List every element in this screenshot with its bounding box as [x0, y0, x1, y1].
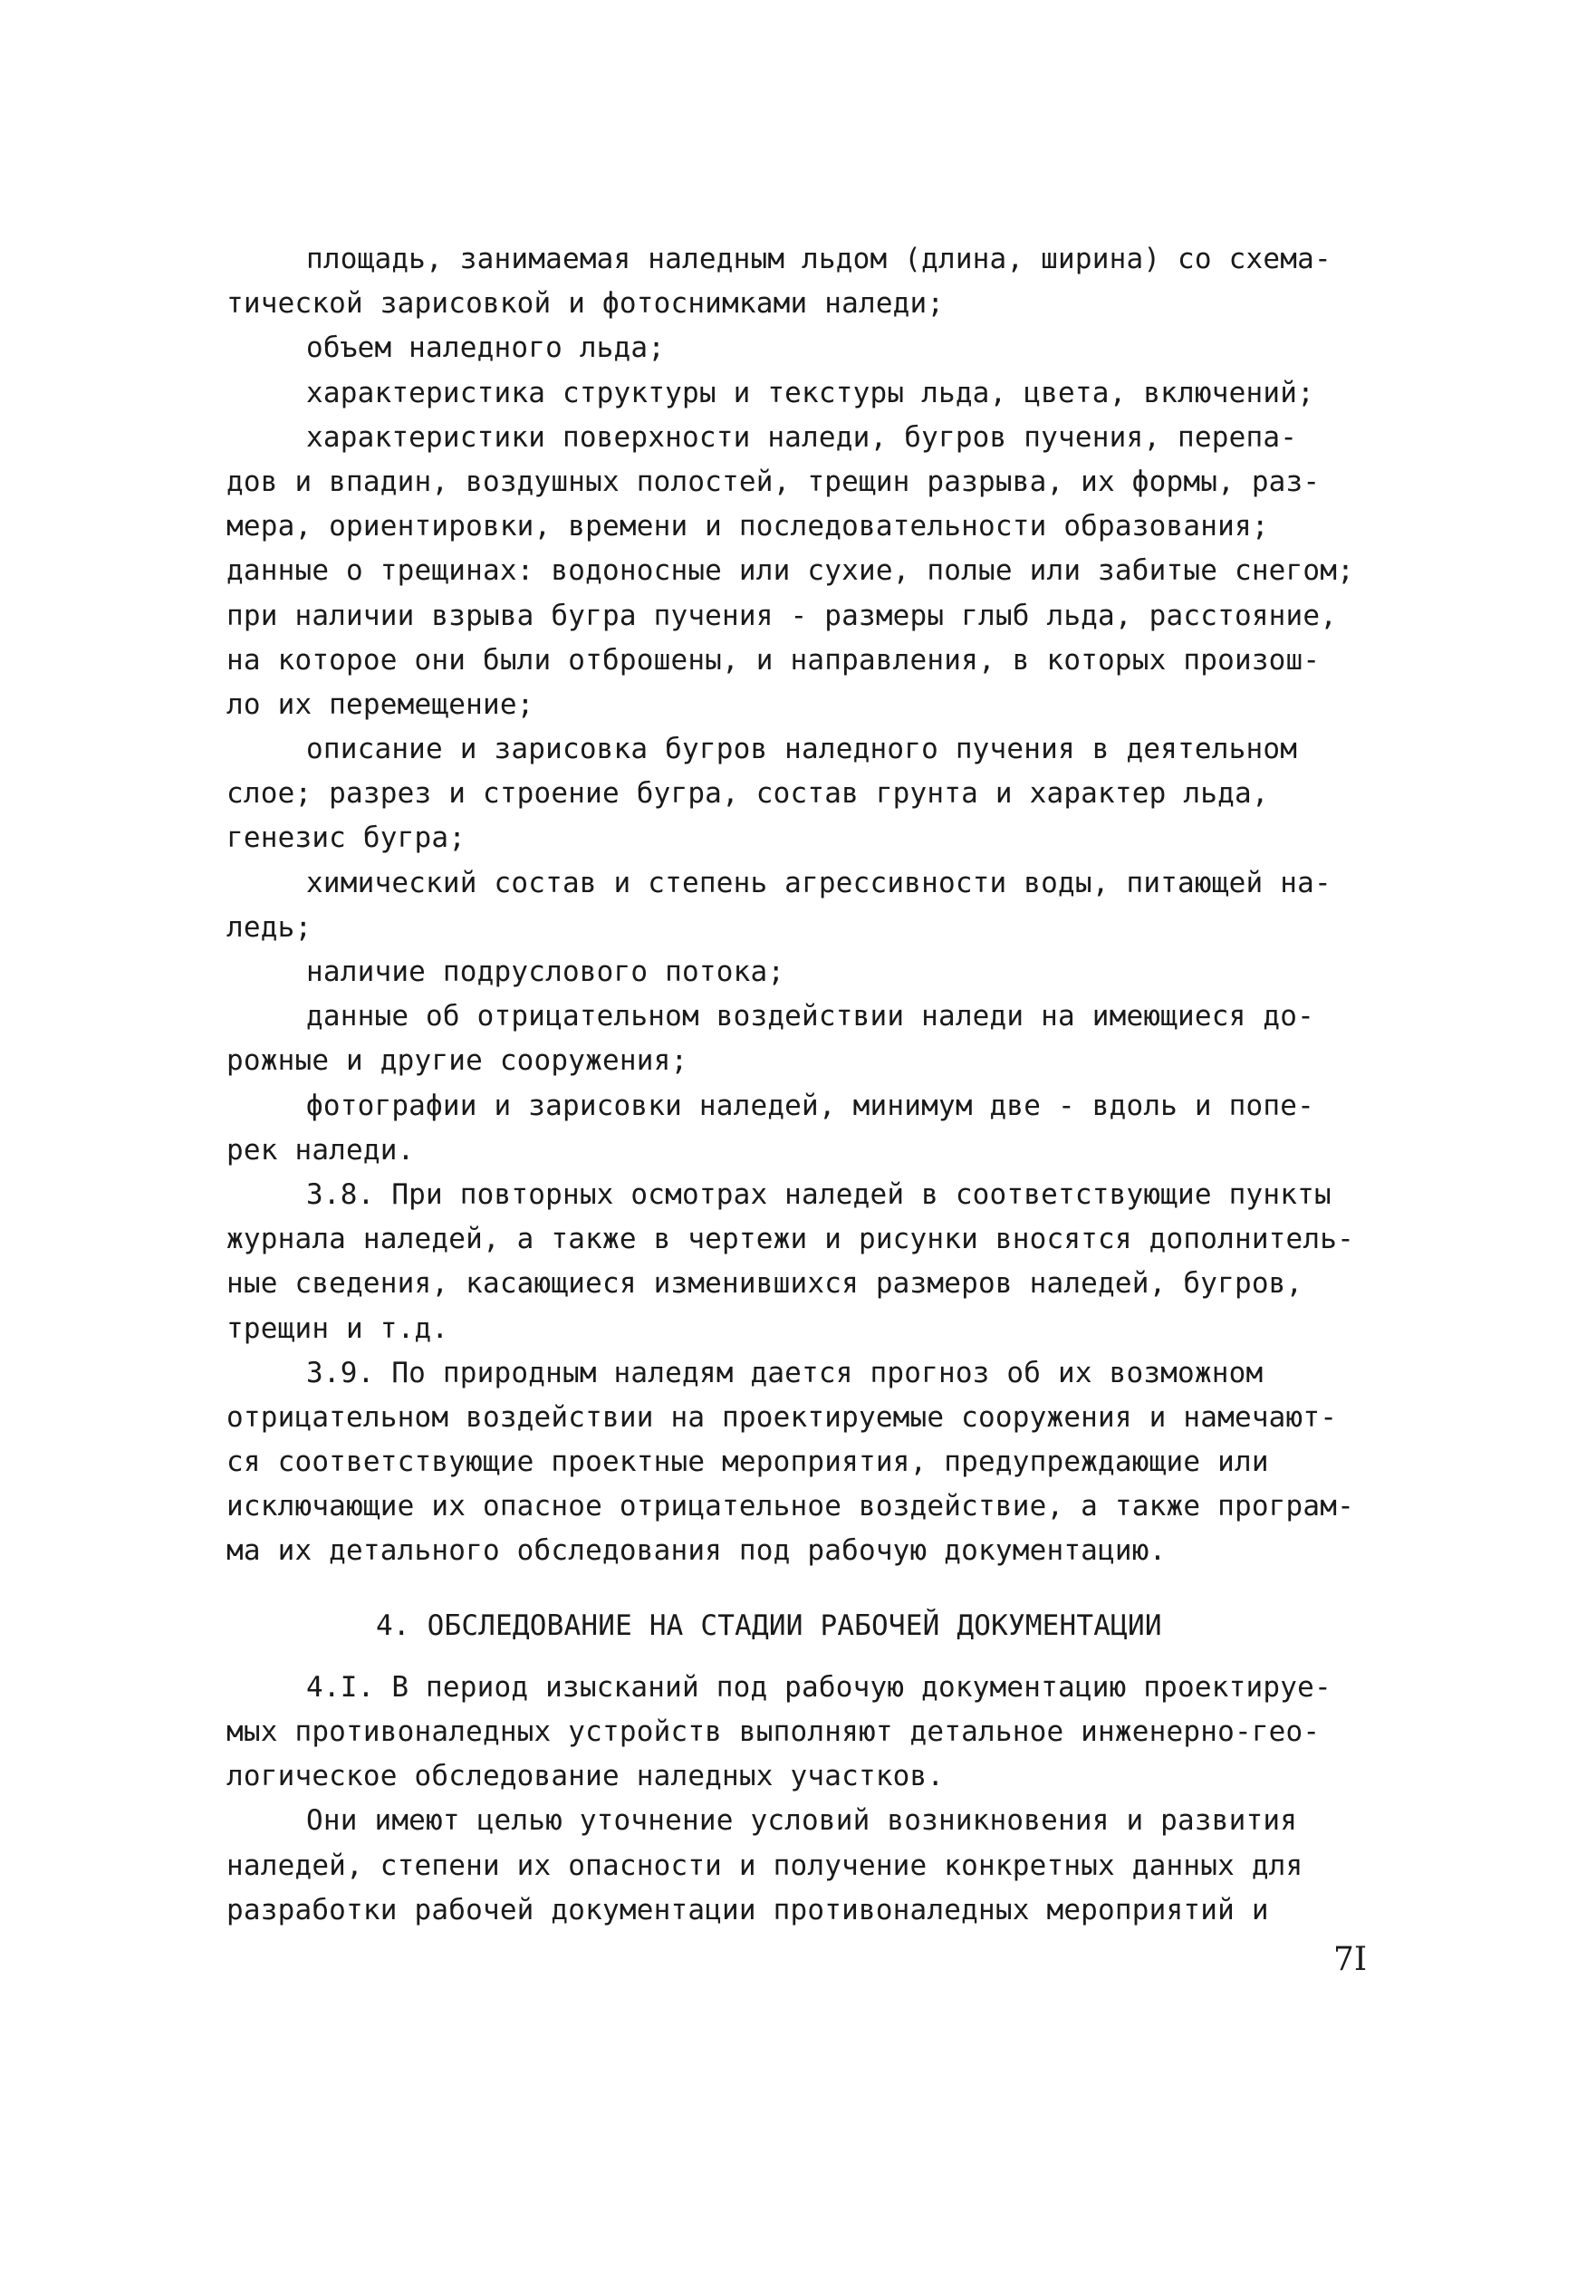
text-line: на которое они были отброшены, и направления, в которых произош-: [226, 643, 1321, 677]
text-line: наличие подруслового потока;: [306, 956, 785, 988]
text-line: рек наледи.: [226, 1133, 415, 1167]
text-line: 3.9. По природным наледям дается прогноз об их возможном: [306, 1356, 1264, 1389]
text-line: объем наледного льда;: [306, 331, 666, 365]
text-line: данные о трещинах: водоносные или сухие, полые или забитые снегом;: [226, 554, 1354, 588]
text-line: фотографии и зарисовки наледей, минимум две - вдоль и попе-: [306, 1089, 1314, 1122]
text-line: разработки рабочей документации противоналедных мероприятий и: [226, 1893, 1269, 1926]
text-line: данные об отрицательном воздействии наледи на имеющиеся до-: [306, 1000, 1314, 1033]
text-line: наледей, степени их опасности и получение конкретных данных для: [226, 1849, 1303, 1882]
text-line: ные сведения, касающиеся изменившихся размеров наледей, бугров,: [226, 1267, 1303, 1301]
text-line: рожные и другие сооружения;: [226, 1044, 688, 1078]
paragraphs-section-4: [226, 1666, 1395, 1933]
spacer: [226, 1574, 1395, 1604]
text-line: дов и впадин, воздушных полостей, трещин разрыва, их формы, раз-: [226, 465, 1321, 498]
text-line: мых противоналедных устройств выполняют детальное инженерно-гео-: [226, 1715, 1321, 1748]
text-line: характеристики поверхности наледи, бугров пучения, перепа-: [306, 420, 1298, 454]
text-line: слое; разрез и строение бугра, состав грунта и характер льда,: [226, 777, 1269, 811]
paragraphs-section-3: [226, 237, 1395, 1574]
text-line: ледь;: [226, 910, 312, 944]
body-text: [226, 237, 1395, 1933]
text-line: тической зарисовкой и фотоснимками наледи;: [226, 287, 945, 321]
text-line: отрицательном воздействии на проектируемые сооружения и намечают-: [226, 1400, 1338, 1434]
text-line: журнала наледей, а также в чертежи и рисунки вносятся дополнитель-: [226, 1223, 1354, 1256]
text-line: генезис бугра;: [226, 821, 466, 855]
spacer: [226, 1648, 1395, 1666]
text-line: трещин и т.д.: [226, 1311, 449, 1345]
text-line: исключающие их опасное отрицательное воздействие, а также програм-: [226, 1490, 1354, 1523]
text-line: ся соответствующие проектные мероприятия, предупреждающие или: [226, 1446, 1269, 1479]
text-line: химический состав и степень агрессивности воды, питающей на-: [306, 866, 1332, 899]
text-line: характеристика структуры и текстуры льда, цвета, включений;: [306, 376, 1314, 409]
page-number: 7I: [1333, 1941, 1368, 1978]
section-heading: 4. ОБСЛЕДОВАНИЕ НА СТАДИИ РАБОЧЕЙ ДОКУМЕНТАЦИИ: [376, 1609, 1162, 1642]
text-line: при наличии взрыва бугра пучения - размеры глыб льда, расстояние,: [226, 599, 1338, 632]
text-line: описание и зарисовка бугров наледного пучения в деятельном: [306, 733, 1298, 766]
text-line: ло их перемещение;: [226, 687, 534, 721]
text-line: 4.I. В период изысканий под рабочую документацию проектируе-: [306, 1670, 1332, 1704]
text-line: мера, ориентировки, времени и последовательности образования;: [226, 510, 1269, 543]
text-line: Они имеют целью уточнение условий возникновения и развития: [306, 1804, 1298, 1838]
text-line: логическое обследование наледных участков.: [226, 1760, 945, 1793]
text-line: ма их детального обследования под рабочую документацию.: [226, 1534, 1167, 1568]
text-line: площадь, занимаемая наледным льдом (длина, ширина) со схема-: [306, 243, 1332, 275]
text-line: 3.8. При повторных осмотрах наледей в соответствующие пункты: [306, 1177, 1332, 1211]
